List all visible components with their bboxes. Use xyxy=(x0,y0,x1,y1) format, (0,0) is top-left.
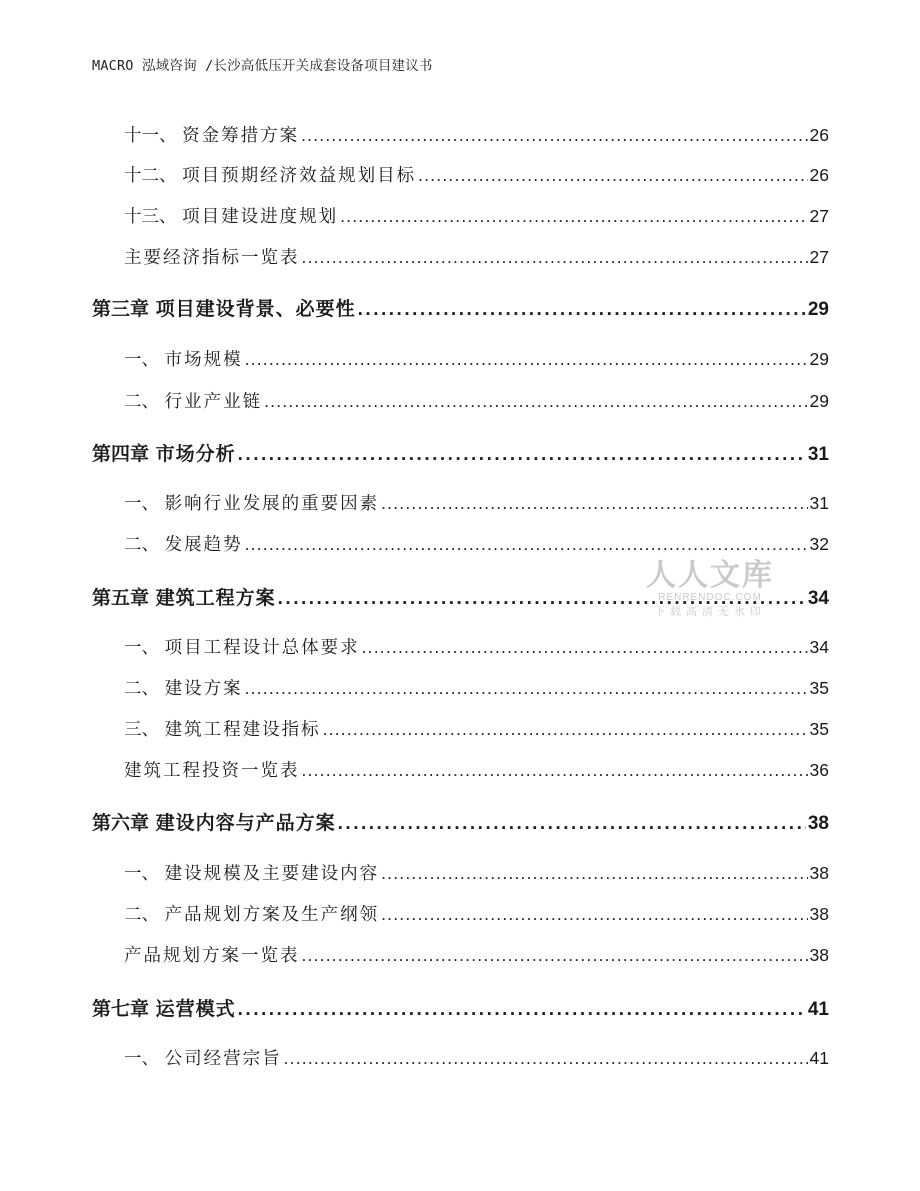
toc-entry-title: 产品规划方案一览表 xyxy=(124,946,300,966)
toc-entry[interactable] xyxy=(124,388,829,416)
toc-entry[interactable] xyxy=(124,531,829,559)
toc-entry-title: 影响行业发展的重要因素 xyxy=(164,494,380,514)
toc-entry-number: 一、 xyxy=(124,1049,165,1069)
toc-entry-page: 35 xyxy=(809,678,829,698)
dot-leader xyxy=(381,863,807,884)
dot-leader xyxy=(302,247,808,268)
toc-entry-number: 二、 xyxy=(124,679,165,699)
toc-entry[interactable] xyxy=(124,942,829,970)
dot-leader xyxy=(238,999,806,1021)
watermark-subtitle: 下载高清无水印 xyxy=(654,605,766,618)
toc-entry-page: 36 xyxy=(809,760,829,780)
toc-chapter-title: 市场分析 xyxy=(155,443,236,465)
dot-leader xyxy=(238,444,806,466)
toc-entry[interactable] xyxy=(124,244,829,272)
toc-chapter-number: 第七章 xyxy=(92,998,156,1020)
page-header: MACRO 泓域咨询 /长沙高低压开关成套设备项目建议书 xyxy=(92,58,433,74)
dot-leader xyxy=(302,945,808,966)
dot-leader xyxy=(323,719,808,740)
toc-entry[interactable] xyxy=(124,634,829,662)
toc-entry-page: 38 xyxy=(809,863,829,883)
toc-entry-page: 41 xyxy=(809,1048,829,1068)
toc-entry-number: 二、 xyxy=(124,535,165,555)
toc-entry[interactable] xyxy=(124,162,829,190)
toc-entry-title: 建设方案 xyxy=(164,679,243,699)
toc-entry-number: 十三、 xyxy=(124,207,183,227)
toc-entry-title: 建筑工程建设指标 xyxy=(164,720,321,740)
toc-entry-number: 二、 xyxy=(124,905,165,925)
toc-chapter-title: 项目建设背景、必要性 xyxy=(155,298,356,320)
toc-entry-number: 三、 xyxy=(124,720,165,740)
dot-leader xyxy=(278,588,806,610)
toc-chapter-page: 41 xyxy=(807,999,829,1020)
toc-entry[interactable] xyxy=(124,901,829,929)
toc-entry-page: 35 xyxy=(809,719,829,739)
toc-entry-page: 31 xyxy=(809,493,829,513)
dot-leader xyxy=(245,678,808,699)
toc-entry-page: 29 xyxy=(809,391,829,411)
dot-leader xyxy=(284,1048,808,1069)
toc-entry-page: 26 xyxy=(809,165,829,185)
dot-leader xyxy=(302,760,808,781)
toc-chapter-page: 29 xyxy=(807,299,829,320)
toc-chapter[interactable] xyxy=(92,808,829,836)
toc-entry-number: 二、 xyxy=(124,392,165,412)
dot-leader xyxy=(362,637,808,658)
toc-chapter-number: 第四章 xyxy=(92,443,156,465)
dot-leader xyxy=(338,813,806,835)
dot-leader xyxy=(418,165,807,186)
toc-entry-title: 产品规划方案及生产纲领 xyxy=(164,905,380,925)
toc-chapter-number: 第三章 xyxy=(92,298,156,320)
toc-chapter[interactable] xyxy=(92,439,829,467)
toc-entry-title: 项目建设进度规划 xyxy=(182,207,339,227)
watermark-url: RENRENDOC.COM xyxy=(658,592,762,603)
toc-entry-title: 发展趋势 xyxy=(164,535,243,555)
toc-entry-title: 主要经济指标一览表 xyxy=(124,248,300,268)
dot-leader xyxy=(264,391,807,412)
dot-leader xyxy=(381,904,807,925)
toc-entry-page: 34 xyxy=(809,637,829,657)
toc-chapter-number: 第六章 xyxy=(92,812,156,834)
toc-entry-number: 十一、 xyxy=(124,126,183,146)
toc-entry[interactable] xyxy=(124,860,829,888)
toc-chapter[interactable] xyxy=(92,294,829,322)
toc-entry-title: 项目预期经济效益规划目标 xyxy=(182,166,417,186)
toc-chapter-title: 建设内容与产品方案 xyxy=(155,812,336,834)
toc-chapter[interactable] xyxy=(92,583,829,611)
toc-chapter[interactable] xyxy=(92,994,829,1022)
toc-entry[interactable] xyxy=(124,716,829,744)
toc-entry-page: 32 xyxy=(809,534,829,554)
toc-entry-page: 26 xyxy=(809,125,829,145)
toc-chapter-page: 31 xyxy=(807,444,829,465)
toc-entry-title: 行业产业链 xyxy=(164,392,263,412)
toc-chapter-number: 第五章 xyxy=(92,587,156,609)
toc-entry-number: 一、 xyxy=(124,638,165,658)
dot-leader xyxy=(245,349,808,370)
dot-leader xyxy=(340,206,807,227)
toc-entry-number: 一、 xyxy=(124,864,165,884)
toc-entry-title: 公司经营宗旨 xyxy=(164,1049,282,1069)
dot-leader xyxy=(381,493,807,514)
toc-entry-title: 资金筹措方案 xyxy=(182,126,300,146)
dot-leader xyxy=(301,125,807,146)
toc-entry[interactable] xyxy=(124,490,829,518)
toc-entry-page: 38 xyxy=(809,904,829,924)
toc-chapter-title: 运营模式 xyxy=(155,998,236,1020)
toc-entry-page: 38 xyxy=(809,945,829,965)
toc-entry-number: 一、 xyxy=(124,350,165,370)
toc-chapter-page: 34 xyxy=(807,588,829,609)
dot-leader xyxy=(245,534,808,555)
toc-chapter-page: 38 xyxy=(807,813,829,834)
toc-entry-page: 27 xyxy=(809,247,829,267)
toc-entry-page: 29 xyxy=(809,349,829,369)
toc-entry[interactable] xyxy=(124,675,829,703)
watermark-title: 人人文库 xyxy=(646,558,774,593)
toc-chapter-title: 建筑工程方案 xyxy=(155,587,276,609)
toc-entry[interactable] xyxy=(124,122,829,150)
toc-entry-title: 市场规模 xyxy=(164,350,243,370)
toc-entry[interactable] xyxy=(124,1045,829,1073)
toc-entry-page: 27 xyxy=(809,206,829,226)
toc-entry[interactable] xyxy=(124,203,829,231)
toc-entry-number: 十二、 xyxy=(124,166,183,186)
toc-entry-title: 项目工程设计总体要求 xyxy=(164,638,360,658)
toc-entry[interactable] xyxy=(124,346,829,374)
toc-entry-number: 一、 xyxy=(124,494,165,514)
toc-entry-title: 建筑工程投资一览表 xyxy=(124,761,300,781)
toc-entry-title: 建设规模及主要建设内容 xyxy=(164,864,380,884)
dot-leader xyxy=(358,299,806,321)
toc-entry[interactable] xyxy=(124,757,829,785)
